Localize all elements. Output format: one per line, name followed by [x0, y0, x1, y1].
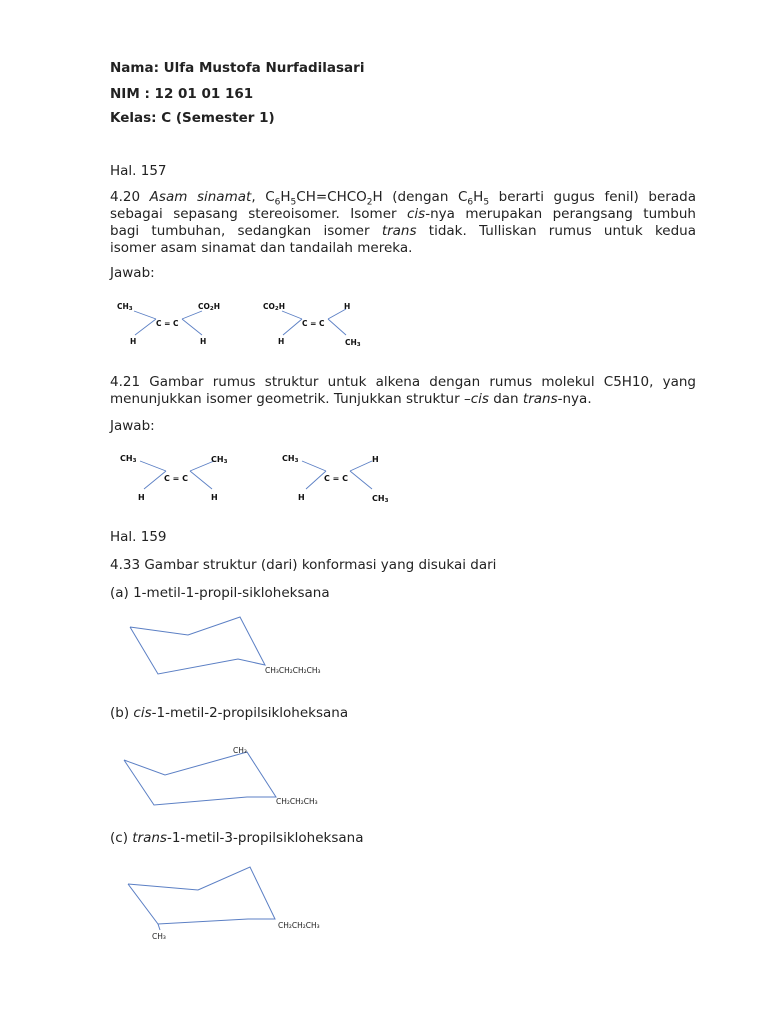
page-ref-157: Hal. 157: [110, 163, 167, 179]
student-nim: NIM : 12 01 01 161: [110, 86, 254, 102]
student-class: Kelas: C (Semester 1): [110, 110, 275, 126]
bond: [306, 471, 326, 489]
bond: [283, 319, 302, 335]
bond: [350, 471, 372, 489]
label: H: [278, 337, 285, 346]
question-4-33: 4.33 Gambar struktur (dari) konformasi yang disukai dari: [110, 557, 497, 573]
q420-line-4: isomer asam sinamat dan tandailah mereka.: [110, 240, 413, 256]
chair-structure-a: [120, 612, 350, 682]
pentene-trans-structure: [282, 454, 389, 504]
label: CH3: [211, 455, 228, 465]
bond: [282, 311, 302, 319]
label: H: [298, 493, 305, 502]
jawab-4-20: Jawab:: [110, 265, 155, 281]
label: C = C: [164, 474, 189, 483]
chair-structure-c: [120, 862, 350, 947]
bond: [134, 311, 156, 319]
q421-line-2: menunjukkan isomer geometrik. Tunjukkan struktur –cis dan trans-nya.: [110, 391, 592, 407]
bond: [182, 311, 202, 319]
student-name: Nama: Ulfa Mustofa Nurfadilasari: [110, 60, 365, 76]
bond: [328, 319, 346, 335]
label: H: [130, 337, 137, 346]
item-a-label: (a) 1-metil-1-propil-sikloheksana: [110, 585, 330, 601]
q421-line-1: 4.21 Gambar rumus struktur untuk alkena dengan rumus molekul C5H10, yang: [110, 374, 696, 390]
label: C = C: [156, 319, 179, 328]
label: CO2H: [198, 302, 220, 312]
label: CH₂CH₂CH₃: [276, 797, 318, 806]
bond: [140, 461, 166, 471]
ring: [128, 867, 275, 924]
label: C = C: [302, 319, 325, 328]
pentene-structures: [110, 445, 410, 510]
label: CH3: [117, 302, 133, 312]
question-4-21: [110, 374, 696, 408]
cinnamic-trans-structure: [263, 302, 361, 348]
q420-line-1: 4.20 Asam sinamat, $C_6H_5CH=CHCO_2H$ (dengan $C_6H_5$ berarti gugus fenil) berada: [110, 189, 696, 208]
ring: [124, 752, 276, 805]
cinnamic-cis-structure: [117, 302, 220, 346]
label: H: [200, 337, 207, 346]
label: CH₃CH₂CH₂CH₃: [265, 666, 321, 675]
label: CH₃: [233, 746, 247, 755]
bond: [144, 471, 166, 489]
bond: [135, 319, 156, 335]
label: H: [372, 455, 379, 464]
label: CH₃: [152, 932, 166, 941]
item-b-label: (b) cis-1-metil-2-propilsikloheksana: [110, 705, 349, 721]
label: CH3: [282, 454, 299, 464]
label: CO2H: [263, 302, 285, 312]
label: CH3: [372, 494, 389, 504]
bond: [350, 461, 372, 471]
label: CH₂CH₂CH₃: [278, 921, 320, 930]
item-c-label: (c) trans-1-metil-3-propilsikloheksana: [110, 830, 364, 846]
page-ref-159: Hal. 159: [110, 529, 167, 545]
chair-structure-b: [120, 735, 350, 810]
label: CH3: [345, 338, 361, 348]
ring: [130, 617, 265, 674]
jawab-4-21: Jawab:: [110, 418, 155, 434]
question-4-20: [110, 189, 696, 257]
label: H: [211, 493, 218, 502]
q420-line-3: bagi tumbuhan, sedangkan isomer trans tidak. Tulliskan rumus untuk kedua: [110, 223, 696, 239]
label: CH3: [120, 454, 137, 464]
bond: [158, 924, 160, 930]
pentene-cis-structure: [120, 454, 228, 502]
bond: [182, 319, 202, 335]
q420-line-2: sebagai sepasang stereoisomer. Isomer cis-nya merupakan perangsang tumbuh: [110, 206, 696, 222]
label: H: [344, 302, 351, 311]
cinnamic-acid-structures: [110, 295, 380, 355]
label: H: [138, 493, 145, 502]
label: C = C: [324, 474, 349, 483]
bond: [190, 471, 212, 489]
bond: [302, 461, 326, 471]
